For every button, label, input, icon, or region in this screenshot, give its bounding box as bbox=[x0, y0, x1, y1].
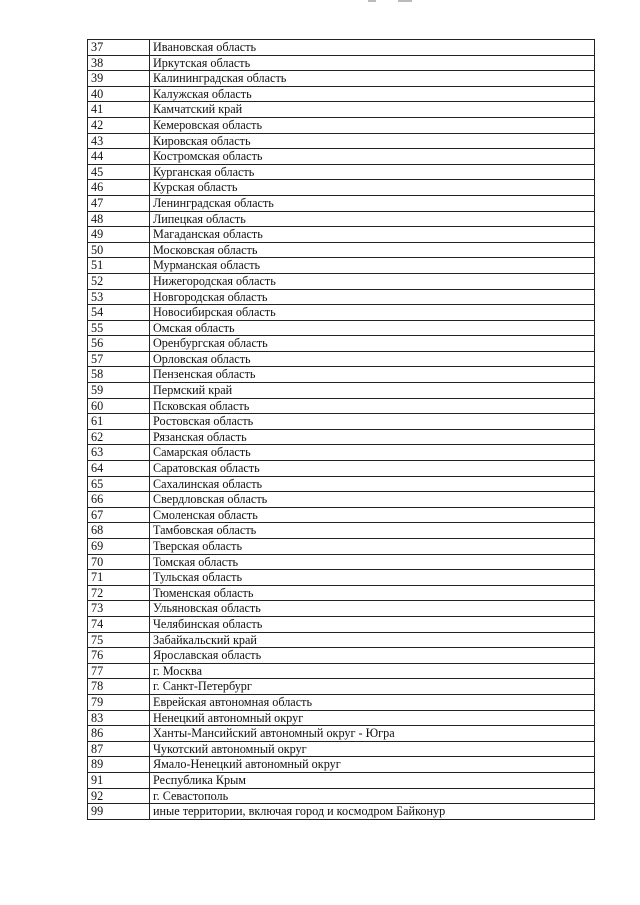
region-code-cell: 46 bbox=[88, 180, 150, 196]
region-name-cell: Тюменская область bbox=[150, 585, 595, 601]
region-name-cell: Еврейская автономная область bbox=[150, 694, 595, 710]
region-name-cell: Псковская область bbox=[150, 398, 595, 414]
region-name-cell: иные территории, включая город и космодром Байконур bbox=[150, 804, 595, 820]
region-name-cell: Калужская область bbox=[150, 86, 595, 102]
table-row bbox=[88, 398, 595, 414]
region-code-cell: 87 bbox=[88, 741, 150, 757]
region-code-cell: 56 bbox=[88, 336, 150, 352]
region-code-cell: 47 bbox=[88, 195, 150, 211]
regions-table-body bbox=[88, 40, 595, 820]
region-code-cell: 60 bbox=[88, 398, 150, 414]
region-code-cell: 52 bbox=[88, 273, 150, 289]
table-row bbox=[88, 195, 595, 211]
region-code-cell: 63 bbox=[88, 445, 150, 461]
table-row bbox=[88, 40, 595, 56]
table-row bbox=[88, 149, 595, 165]
region-name-cell: Нижегородская область bbox=[150, 273, 595, 289]
region-code-cell: 74 bbox=[88, 616, 150, 632]
region-name-cell: Курганская область bbox=[150, 164, 595, 180]
region-code-cell: 66 bbox=[88, 492, 150, 508]
region-name-cell: Липецкая область bbox=[150, 211, 595, 227]
table-row bbox=[88, 273, 595, 289]
region-code-cell: 42 bbox=[88, 117, 150, 133]
region-name-cell: Тверская область bbox=[150, 539, 595, 555]
table-row bbox=[88, 164, 595, 180]
table-row bbox=[88, 429, 595, 445]
table-row bbox=[88, 336, 595, 352]
region-code-cell: 79 bbox=[88, 694, 150, 710]
region-code-cell: 51 bbox=[88, 258, 150, 274]
region-name-cell: Рязанская область bbox=[150, 429, 595, 445]
table-row bbox=[88, 788, 595, 804]
region-name-cell: Челябинская область bbox=[150, 616, 595, 632]
table-row bbox=[88, 663, 595, 679]
table-row bbox=[88, 570, 595, 586]
table-row bbox=[88, 601, 595, 617]
region-name-cell: Магаданская область bbox=[150, 227, 595, 243]
region-code-cell: 71 bbox=[88, 570, 150, 586]
table-row bbox=[88, 554, 595, 570]
table-row bbox=[88, 445, 595, 461]
table-row bbox=[88, 694, 595, 710]
region-code-cell: 78 bbox=[88, 679, 150, 695]
region-code-cell: 43 bbox=[88, 133, 150, 149]
table-row bbox=[88, 757, 595, 773]
region-name-cell: Калининградская область bbox=[150, 71, 595, 87]
table-row bbox=[88, 804, 595, 820]
region-code-cell: 38 bbox=[88, 55, 150, 71]
table-row bbox=[88, 242, 595, 258]
scan-artifact bbox=[398, 0, 412, 2]
table-row bbox=[88, 616, 595, 632]
region-name-cell: Ханты-Мансийский автономный округ - Югра bbox=[150, 726, 595, 742]
table-row bbox=[88, 632, 595, 648]
region-code-cell: 73 bbox=[88, 601, 150, 617]
region-code-cell: 57 bbox=[88, 351, 150, 367]
region-name-cell: Свердловская область bbox=[150, 492, 595, 508]
region-code-cell: 53 bbox=[88, 289, 150, 305]
region-name-cell: Ямало-Ненецкий автономный округ bbox=[150, 757, 595, 773]
table-row bbox=[88, 476, 595, 492]
region-code-cell: 67 bbox=[88, 507, 150, 523]
region-name-cell: Тамбовская область bbox=[150, 523, 595, 539]
table-row bbox=[88, 71, 595, 87]
region-name-cell: Орловская область bbox=[150, 351, 595, 367]
region-code-cell: 65 bbox=[88, 476, 150, 492]
table-row bbox=[88, 180, 595, 196]
region-code-cell: 49 bbox=[88, 227, 150, 243]
table-row bbox=[88, 227, 595, 243]
table-row bbox=[88, 102, 595, 118]
region-code-cell: 58 bbox=[88, 367, 150, 383]
table-row bbox=[88, 507, 595, 523]
region-code-cell: 41 bbox=[88, 102, 150, 118]
table-row bbox=[88, 726, 595, 742]
region-name-cell: Новгородская область bbox=[150, 289, 595, 305]
table-row bbox=[88, 289, 595, 305]
region-code-cell: 50 bbox=[88, 242, 150, 258]
region-name-cell: Тульская область bbox=[150, 570, 595, 586]
region-code-cell: 45 bbox=[88, 164, 150, 180]
table-row bbox=[88, 492, 595, 508]
region-name-cell: Кемеровская область bbox=[150, 117, 595, 133]
table-row bbox=[88, 741, 595, 757]
region-code-cell: 59 bbox=[88, 383, 150, 399]
region-name-cell: Самарская область bbox=[150, 445, 595, 461]
scan-artifact bbox=[368, 0, 376, 2]
region-name-cell: Оренбургская область bbox=[150, 336, 595, 352]
region-name-cell: Ненецкий автономный округ bbox=[150, 710, 595, 726]
region-name-cell: Саратовская область bbox=[150, 461, 595, 477]
region-code-cell: 99 bbox=[88, 804, 150, 820]
region-code-cell: 54 bbox=[88, 305, 150, 321]
table-row bbox=[88, 117, 595, 133]
region-name-cell: г. Севастополь bbox=[150, 788, 595, 804]
region-name-cell: г. Санкт-Петербург bbox=[150, 679, 595, 695]
region-name-cell: Пермский край bbox=[150, 383, 595, 399]
region-name-cell: Смоленская область bbox=[150, 507, 595, 523]
region-name-cell: Ярославская область bbox=[150, 648, 595, 664]
table-row bbox=[88, 305, 595, 321]
region-code-cell: 44 bbox=[88, 149, 150, 165]
region-name-cell: Забайкальский край bbox=[150, 632, 595, 648]
region-code-cell: 37 bbox=[88, 40, 150, 56]
region-name-cell: Кировская область bbox=[150, 133, 595, 149]
region-code-cell: 55 bbox=[88, 320, 150, 336]
region-code-cell: 68 bbox=[88, 523, 150, 539]
region-code-cell: 69 bbox=[88, 539, 150, 555]
region-name-cell: Мурманская область bbox=[150, 258, 595, 274]
table-row bbox=[88, 679, 595, 695]
region-code-cell: 75 bbox=[88, 632, 150, 648]
table-row bbox=[88, 539, 595, 555]
region-name-cell: Томская область bbox=[150, 554, 595, 570]
region-code-cell: 86 bbox=[88, 726, 150, 742]
region-name-cell: Костромская область bbox=[150, 149, 595, 165]
region-name-cell: Республика Крым bbox=[150, 772, 595, 788]
region-name-cell: Ульяновская область bbox=[150, 601, 595, 617]
table-row bbox=[88, 86, 595, 102]
region-code-cell: 91 bbox=[88, 772, 150, 788]
region-name-cell: Ростовская область bbox=[150, 414, 595, 430]
table-row bbox=[88, 710, 595, 726]
region-code-cell: 39 bbox=[88, 71, 150, 87]
table-row bbox=[88, 585, 595, 601]
table-row bbox=[88, 523, 595, 539]
region-name-cell: г. Москва bbox=[150, 663, 595, 679]
region-code-cell: 62 bbox=[88, 429, 150, 445]
region-code-cell: 64 bbox=[88, 461, 150, 477]
region-name-cell: Московская область bbox=[150, 242, 595, 258]
region-code-cell: 61 bbox=[88, 414, 150, 430]
table-row bbox=[88, 55, 595, 71]
region-name-cell: Сахалинская область bbox=[150, 476, 595, 492]
region-name-cell: Камчатский край bbox=[150, 102, 595, 118]
region-name-cell: Пензенская область bbox=[150, 367, 595, 383]
region-code-cell: 92 bbox=[88, 788, 150, 804]
region-name-cell: Ивановская область bbox=[150, 40, 595, 56]
table-row bbox=[88, 258, 595, 274]
region-code-cell: 70 bbox=[88, 554, 150, 570]
table-row bbox=[88, 383, 595, 399]
region-code-cell: 72 bbox=[88, 585, 150, 601]
regions-table bbox=[87, 39, 595, 820]
table-row bbox=[88, 772, 595, 788]
table-row bbox=[88, 414, 595, 430]
region-name-cell: Иркутская область bbox=[150, 55, 595, 71]
region-name-cell: Омская область bbox=[150, 320, 595, 336]
region-name-cell: Чукотский автономный округ bbox=[150, 741, 595, 757]
table-row bbox=[88, 367, 595, 383]
table-row bbox=[88, 133, 595, 149]
region-code-cell: 76 bbox=[88, 648, 150, 664]
region-name-cell: Новосибирская область bbox=[150, 305, 595, 321]
table-row bbox=[88, 461, 595, 477]
table-row bbox=[88, 320, 595, 336]
region-name-cell: Курская область bbox=[150, 180, 595, 196]
region-name-cell: Ленинградская область bbox=[150, 195, 595, 211]
region-code-cell: 40 bbox=[88, 86, 150, 102]
table-row bbox=[88, 648, 595, 664]
region-code-cell: 48 bbox=[88, 211, 150, 227]
table-row bbox=[88, 211, 595, 227]
region-code-cell: 83 bbox=[88, 710, 150, 726]
region-code-cell: 77 bbox=[88, 663, 150, 679]
table-row bbox=[88, 351, 595, 367]
region-code-cell: 89 bbox=[88, 757, 150, 773]
